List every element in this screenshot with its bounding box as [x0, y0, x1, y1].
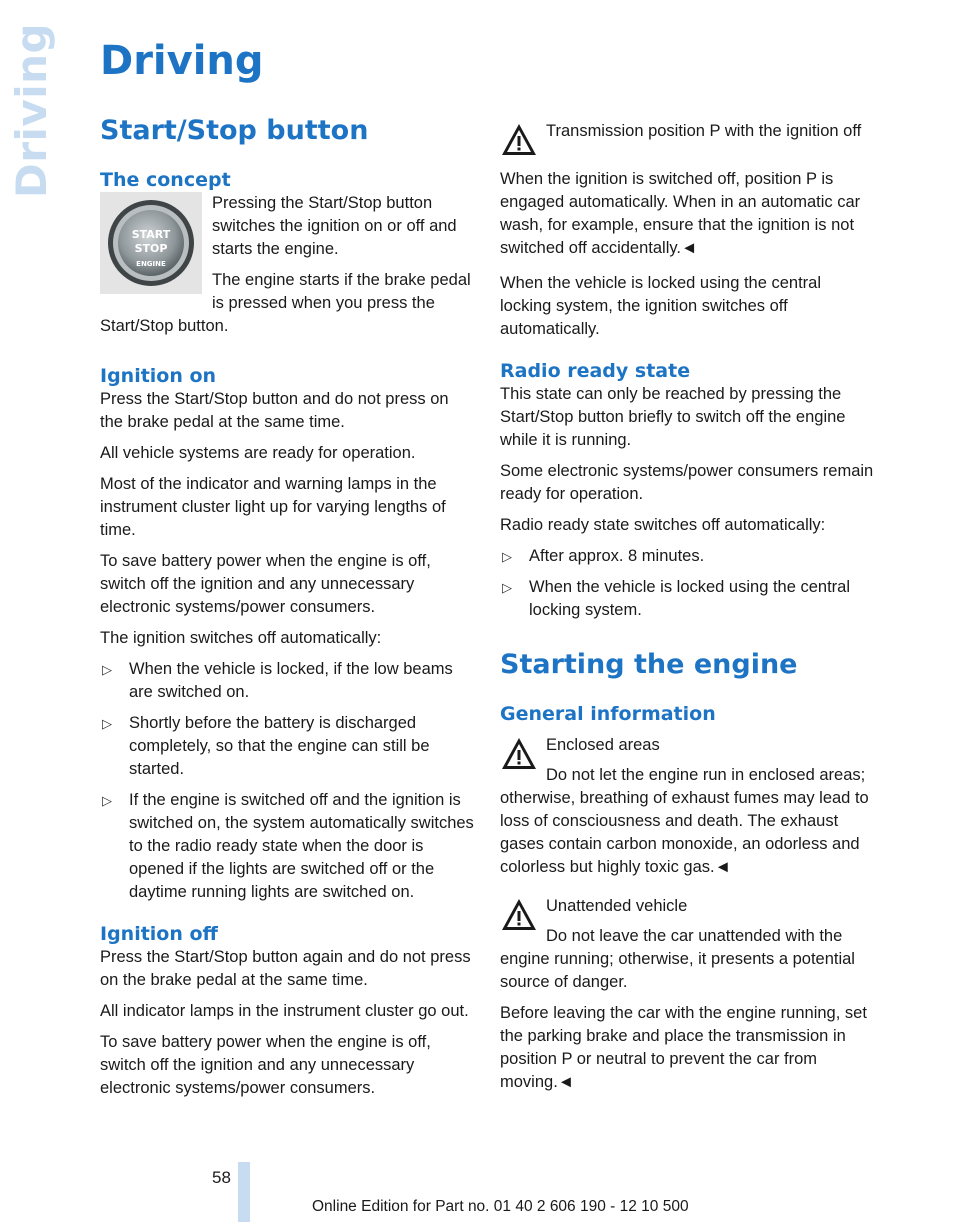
- page-number: 58: [212, 1168, 231, 1187]
- central-locking-paragraph: When the vehicle is locked using the central locking system, the ignition switches off automatically.: [500, 274, 822, 338]
- list-item: ▷ Shortly before the battery is discharged completely, so that the engine can still be started.: [102, 714, 430, 778]
- side-chapter-tab: [0, 22, 64, 198]
- list-item: ▷ After approx. 8 minutes.: [500, 545, 874, 568]
- list-item: ▷ If the engine is switched off and the ignition is switched on, the system automatically switches to the radio ready state when the door is opened if the lights are switched off or the daytime running lights are switched on.: [102, 791, 474, 901]
- ignition-off-paragraph-2: All indicator lamps in the instrument cluster go out.: [100, 1002, 469, 1020]
- bullet-triangle-icon: ▷: [102, 793, 112, 808]
- side-chapter-label: Driving: [7, 22, 57, 198]
- page-title: Driving: [100, 38, 264, 84]
- concept-paragraph-1: Pressing the Start/Stop button switches the ignition on or off and starts the engine.: [212, 194, 457, 258]
- bullet-triangle-icon: ▷: [502, 580, 512, 595]
- ignition-off-paragraph-3: To save battery power when the engine is off, switch off the ignition and any unnecessary electronic systems/power consumers.: [100, 1033, 431, 1097]
- warning-body: When the ignition is switched off, position P is engaged automatically. When in an automatic car wash, for example, ensure that the ignition is not switched off accidentally.◄: [500, 170, 861, 257]
- bullet-triangle-icon: ▷: [102, 662, 112, 677]
- section-title-start-stop: Start/Stop button: [100, 115, 369, 146]
- radio-ready-paragraph-1: This state can only be reached by pressing the Start/Stop button briefly to switch off the engine while it is running.: [500, 385, 846, 449]
- ignition-off-paragraph-1: Press the Start/Stop button again and do not press on the brake pedal at the same time.: [100, 948, 471, 989]
- section-title-starting-engine: Starting the engine: [500, 649, 798, 680]
- ignition-on-paragraph-1: Press the Start/Stop button and do not press on the brake pedal at the same time.: [100, 390, 449, 431]
- warning-title: Unattended vehicle: [546, 897, 688, 915]
- warning-triangle-icon: [500, 736, 538, 772]
- list-item: ▷ When the vehicle is locked, if the low beams are switched on.: [102, 660, 453, 701]
- concept-paragraph-2: The engine starts if the brake pedal is pressed when you press the Start/Stop button.: [100, 271, 471, 335]
- bullet-triangle-icon: ▷: [102, 716, 112, 731]
- start-stop-button-icon: [106, 198, 196, 288]
- left-column: [100, 114, 474, 1100]
- warning-body: Do not let the engine run in enclosed areas; otherwise, breathing of exhaust fumes may lead to loss of consciousness and death. The exhaust gases contain carbon monoxide, an odorless and colorless but highly toxic gas.◄: [500, 766, 869, 876]
- ignition-on-paragraph-4: To save battery power when the engine is off, switch off the ignition and any unnecessary electronic systems/power consumers.: [100, 552, 431, 616]
- footer-accent-bar: [238, 1162, 250, 1222]
- heading-the-concept: The concept: [100, 169, 231, 191]
- ignition-on-paragraph-3: Most of the indicator and warning lamps in the instrument cluster light up for varying lengths of time.: [100, 475, 446, 539]
- ignition-on-paragraph-5: The ignition switches off automatically:: [100, 629, 382, 647]
- warning-title: Transmission position P with the ignition off: [546, 122, 862, 140]
- warning-title: Enclosed areas: [546, 736, 660, 754]
- svg-text:ENGINE: ENGINE: [136, 260, 166, 268]
- warning-enclosed-areas: [500, 734, 874, 780]
- warning-unattended-vehicle: [500, 895, 874, 941]
- start-stop-button-image: [100, 192, 202, 294]
- ignition-on-bullet-list: [100, 658, 474, 904]
- warning-body: Do not leave the car unattended with the engine running; otherwise, it presents a potential source of danger.: [500, 927, 855, 991]
- warning-transmission-p: [500, 120, 874, 166]
- ignition-on-paragraph-2: All vehicle systems are ready for operation.: [100, 444, 416, 462]
- bullet-triangle-icon: ▷: [502, 549, 512, 564]
- radio-ready-paragraph-3: Radio ready state switches off automatically:: [500, 516, 826, 534]
- heading-radio-ready: Radio ready state: [500, 360, 691, 382]
- radio-ready-paragraph-2: Some electronic systems/power consumers remain ready for operation.: [500, 462, 874, 503]
- footer-edition-text: Online Edition for Part no. 01 40 2 606 190 - 12 10 500: [312, 1198, 689, 1215]
- svg-text:STOP: STOP: [134, 242, 168, 255]
- list-item: ▷ When the vehicle is locked using the central locking system.: [502, 578, 851, 619]
- svg-text:START: START: [131, 228, 171, 241]
- heading-ignition-off: Ignition off: [100, 923, 218, 945]
- warning-triangle-icon: [500, 897, 538, 933]
- radio-ready-bullet-list: [500, 545, 874, 622]
- heading-general-information: General information: [500, 703, 716, 725]
- warning-triangle-icon: [500, 122, 538, 158]
- before-leaving-paragraph: Before leaving the car with the engine running, set the parking brake and place the transmission in position P or neutral to prevent the car from moving.◄: [500, 1004, 867, 1091]
- heading-ignition-on: Ignition on: [100, 365, 217, 387]
- right-column: [500, 120, 874, 1094]
